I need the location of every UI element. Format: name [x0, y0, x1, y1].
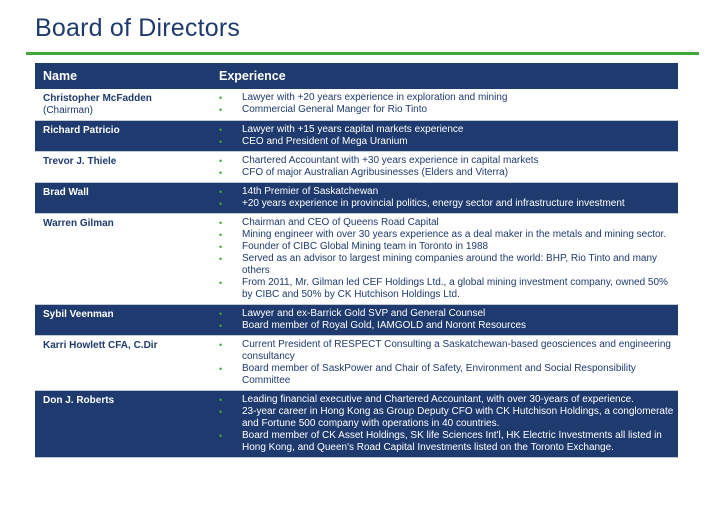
- bullet-icon: •: [219, 431, 223, 441]
- experience-cell: [211, 305, 678, 336]
- director-name-cell: [35, 152, 211, 183]
- experience-text: Board member of Royal Gold, IAMGOLD and Noront Resources: [242, 320, 527, 331]
- bullet-icon: •: [219, 93, 223, 103]
- bullet-icon: •: [219, 125, 223, 135]
- list-item: [219, 320, 674, 332]
- list-item: [219, 339, 674, 363]
- director-name: Brad Wall: [43, 187, 89, 198]
- header-experience: Experience: [211, 63, 678, 89]
- director-name-cell: [35, 121, 211, 152]
- list-item: [219, 363, 674, 387]
- list-item: [219, 136, 674, 148]
- director-name-cell: [35, 183, 211, 214]
- list-item: [219, 277, 674, 301]
- table-row: [35, 89, 678, 121]
- experience-text: +20 years experience in provincial politics, energy sector and infrastructure investment: [242, 198, 625, 209]
- bullet-icon: •: [219, 278, 223, 288]
- bullet-icon: •: [219, 254, 223, 264]
- experience-text: Board member of SaskPower and Chair of Safety, Environment and Social Responsibility Committee: [242, 363, 636, 386]
- director-name: Richard Patricio: [43, 125, 120, 136]
- board-table: [35, 63, 678, 458]
- bullet-icon: •: [219, 309, 223, 319]
- experience-text: Lawyer and ex-Barrick Gold SVP and General Counsel: [242, 308, 486, 319]
- page-title: Board of Directors: [35, 14, 241, 42]
- experience-text: 14th Premier of Saskatchewan: [242, 186, 379, 197]
- bullet-icon: •: [219, 230, 223, 240]
- director-name: Don J. Roberts: [43, 395, 115, 406]
- experience-list: [219, 394, 674, 454]
- title-divider: [26, 52, 699, 55]
- list-item: [219, 167, 674, 179]
- experience-list: [219, 124, 674, 148]
- experience-cell: [211, 121, 678, 152]
- experience-text: Board member of CK Asset Holdings, SK life Sciences Int'l, HK Electric Investments all listed in Hong Kong, and Queen's Road Capital Investments listed on the Toronto Exchange.: [242, 430, 662, 453]
- list-item: [219, 92, 674, 104]
- director-name-cell: [35, 336, 211, 391]
- list-item: [219, 104, 674, 116]
- director-name-cell: [35, 305, 211, 336]
- bullet-icon: •: [219, 395, 223, 405]
- bullet-icon: •: [219, 242, 223, 252]
- experience-text: Commercial General Manger for Rio Tinto: [242, 104, 428, 115]
- list-item: [219, 394, 674, 406]
- bullet-icon: •: [219, 321, 223, 331]
- experience-text: Chairman and CEO of Queens Road Capital: [242, 217, 439, 228]
- bullet-icon: •: [219, 105, 223, 115]
- experience-list: [219, 308, 674, 332]
- experience-text: Leading financial executive and Chartered Accountant, with over 30-years of experience.: [242, 394, 634, 405]
- experience-list: [219, 155, 674, 179]
- table-row: [35, 121, 678, 152]
- experience-list: [219, 92, 674, 116]
- experience-text: From 2011, Mr. Gilman led CEF Holdings Ltd., a global mining investment company, owned 50% by CIBC and 50% by CK Hutchison Holdings Ltd.: [242, 277, 668, 300]
- table-row: [35, 336, 678, 391]
- table-row: [35, 391, 678, 458]
- table-row: [35, 183, 678, 214]
- experience-cell: [211, 89, 678, 121]
- bullet-icon: •: [219, 199, 223, 209]
- director-name-cell: [35, 391, 211, 458]
- list-item: [219, 406, 674, 430]
- experience-cell: [211, 183, 678, 214]
- bullet-icon: •: [219, 168, 223, 178]
- experience-text: Lawyer with +15 years capital markets experience: [242, 124, 464, 135]
- experience-text: Mining engineer with over 30 years experience as a deal maker in the metals and mining sector.: [242, 229, 667, 240]
- bullet-icon: •: [219, 340, 223, 350]
- director-name: Karri Howlett CFA, C.Dir: [43, 340, 158, 351]
- bullet-icon: •: [219, 407, 223, 417]
- experience-text: Current President of RESPECT Consulting a Saskatchewan-based geosciences and engineering consultancy: [242, 339, 671, 362]
- list-item: [219, 155, 674, 167]
- bullet-icon: •: [219, 156, 223, 166]
- experience-text: Served as an advisor to largest mining companies around the world: BHP, Rio Tinto and many others: [242, 253, 658, 276]
- list-item: [219, 241, 674, 253]
- director-name-cell: [35, 89, 211, 121]
- experience-text: Founder of CIBC Global Mining team in Toronto in 1988: [242, 241, 489, 252]
- director-role: (Chairman): [43, 105, 94, 116]
- experience-cell: [211, 214, 678, 305]
- list-item: [219, 430, 674, 454]
- experience-text: CFO of major Australian Agribusinesses (Elders and Viterra): [242, 167, 509, 178]
- bullet-icon: •: [219, 218, 223, 228]
- list-item: [219, 124, 674, 136]
- list-item: [219, 186, 674, 198]
- list-item: [219, 198, 674, 210]
- director-name-cell: [35, 214, 211, 305]
- table-header-row: [35, 63, 678, 89]
- director-name: Christopher McFadden: [43, 93, 152, 104]
- bullet-icon: •: [219, 364, 223, 374]
- list-item: [219, 229, 674, 241]
- director-name: Warren Gilman: [43, 218, 114, 229]
- bullet-icon: •: [219, 137, 223, 147]
- director-name: Sybil Veenman: [43, 309, 114, 320]
- experience-text: 23-year career in Hong Kong as Group Deputy CFO with CK Hutchison Holdings, a conglomerate and Fortune 500 company with operations in 40 countries.: [242, 406, 674, 429]
- director-name: Trevor J. Thiele: [43, 156, 117, 167]
- experience-text: Lawyer with +20 years experience in exploration and mining: [242, 92, 508, 103]
- experience-cell: [211, 391, 678, 458]
- experience-cell: [211, 152, 678, 183]
- bullet-icon: •: [219, 187, 223, 197]
- list-item: [219, 253, 674, 277]
- experience-text: CEO and President of Mega Uranium: [242, 136, 408, 147]
- experience-list: [219, 217, 674, 301]
- header-name: Name: [35, 63, 211, 89]
- experience-list: [219, 339, 674, 387]
- table-row: [35, 152, 678, 183]
- experience-list: [219, 186, 674, 210]
- table-row: [35, 214, 678, 305]
- list-item: [219, 308, 674, 320]
- experience-text: Chartered Accountant with +30 years experience in capital markets: [242, 155, 539, 166]
- list-item: [219, 217, 674, 229]
- experience-cell: [211, 336, 678, 391]
- board-table-body: [35, 89, 678, 458]
- table-row: [35, 305, 678, 336]
